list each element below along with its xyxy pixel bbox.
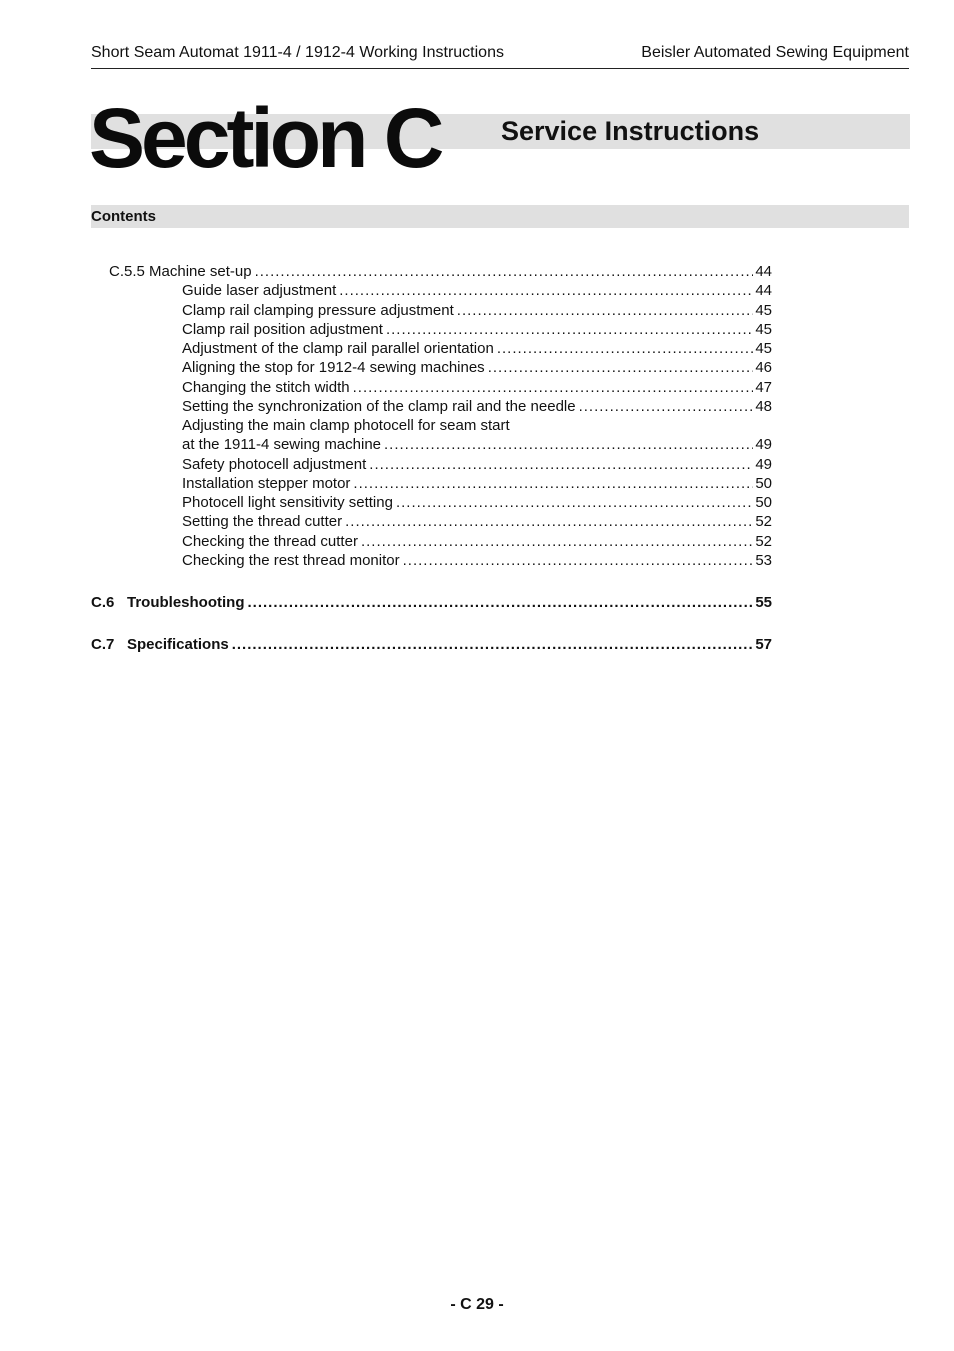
toc-page: 49 — [755, 456, 772, 473]
section-title: Section C — [89, 91, 441, 185]
toc-leader — [248, 594, 754, 611]
header-company: Beisler Automated Sewing Equipment — [641, 44, 909, 61]
header-document-title: Short Seam Automat 1911-4 / 1912-4 Working Instructions — [91, 44, 504, 61]
toc-entry[interactable] — [182, 456, 772, 476]
toc-label: Changing the stitch width — [182, 379, 350, 396]
toc-page: 50 — [755, 475, 772, 492]
toc-entry[interactable] — [182, 436, 772, 456]
toc-label: Clamp rail position adjustment — [182, 321, 383, 338]
toc-page: 48 — [755, 398, 772, 415]
toc-label: Adjustment of the clamp rail parallel orientation — [182, 340, 494, 357]
toc-leader — [384, 436, 753, 453]
toc-page: 52 — [755, 513, 772, 530]
toc-entry[interactable] — [182, 379, 772, 399]
toc-page: 57 — [755, 636, 772, 653]
toc-leader — [497, 340, 753, 357]
toc-entry-first-line[interactable] — [182, 417, 772, 437]
toc-leader — [386, 321, 753, 338]
toc-page: 47 — [755, 379, 772, 396]
toc-leader — [579, 398, 754, 415]
toc-page: 50 — [755, 494, 772, 511]
toc-page: 53 — [755, 552, 772, 569]
page-number: - C 29 - — [450, 1296, 504, 1313]
toc-leader — [457, 302, 754, 319]
toc-label: at the 1911-4 sewing machine — [182, 436, 382, 453]
contents-label: Contents — [91, 208, 156, 225]
toc-page: 45 — [755, 321, 772, 338]
toc-entry[interactable] — [182, 340, 772, 360]
toc-label: Checking the thread cutter — [182, 533, 358, 550]
toc-leader — [403, 552, 754, 569]
toc-label: Setting the thread cutter — [182, 513, 343, 530]
toc-entry[interactable] — [182, 302, 772, 322]
toc-section-number: C.6 — [91, 594, 115, 611]
toc-page: 49 — [755, 436, 772, 453]
toc-entry-c7[interactable] — [91, 636, 772, 656]
toc-page: 55 — [755, 594, 772, 611]
toc-label: Clamp rail clamping pressure adjustment — [182, 302, 454, 319]
toc-entry[interactable] — [182, 494, 772, 514]
toc-page: 45 — [755, 340, 772, 357]
toc-label: Specifications — [127, 636, 229, 653]
page-header — [91, 42, 909, 69]
toc-leader — [339, 282, 753, 299]
toc-entry-c6[interactable] — [91, 594, 772, 614]
toc-leader — [255, 263, 754, 280]
toc-leader — [396, 494, 753, 511]
toc-entry[interactable] — [182, 359, 772, 379]
toc-leader — [488, 359, 754, 376]
toc-section-number: C.7 — [91, 636, 115, 653]
toc-entry[interactable] — [182, 282, 772, 302]
toc-entry[interactable] — [182, 321, 772, 341]
contents-heading — [91, 205, 909, 228]
toc-label: Photocell light sensitivity setting — [182, 494, 393, 511]
toc-entry[interactable] — [182, 475, 772, 495]
toc-leader — [369, 456, 753, 473]
toc-entry-c555[interactable] — [109, 263, 772, 283]
toc-leader — [345, 513, 753, 530]
toc-label: C.5.5 Machine set-up — [109, 263, 252, 280]
toc-label: Installation stepper motor — [182, 475, 351, 492]
toc-page: 46 — [755, 359, 772, 376]
toc-entry[interactable] — [182, 398, 772, 418]
toc-label: Setting the synchronization of the clamp rail and the needle — [182, 398, 576, 415]
toc-label: Checking the rest thread monitor — [182, 552, 400, 569]
toc-leader — [361, 533, 753, 550]
toc-page: 45 — [755, 302, 772, 319]
toc-label: Aligning the stop for 1912-4 sewing machines — [182, 359, 485, 376]
toc-leader — [353, 475, 753, 492]
toc-page: 44 — [755, 282, 772, 299]
toc-label: Safety photocell adjustment — [182, 456, 367, 473]
toc-entry[interactable] — [182, 533, 772, 553]
toc-label: Troubleshooting — [127, 594, 245, 611]
toc-leader — [232, 636, 754, 653]
toc-page: 52 — [755, 533, 772, 550]
toc-entry[interactable] — [182, 513, 772, 533]
toc-label: Guide laser adjustment — [182, 282, 337, 299]
toc-label: Adjusting the main clamp photocell for seam start — [182, 417, 510, 434]
toc-entry[interactable] — [182, 552, 772, 572]
toc-leader — [353, 379, 754, 396]
section-subtitle: Service Instructions — [501, 116, 760, 146]
toc-page: 44 — [755, 263, 772, 280]
